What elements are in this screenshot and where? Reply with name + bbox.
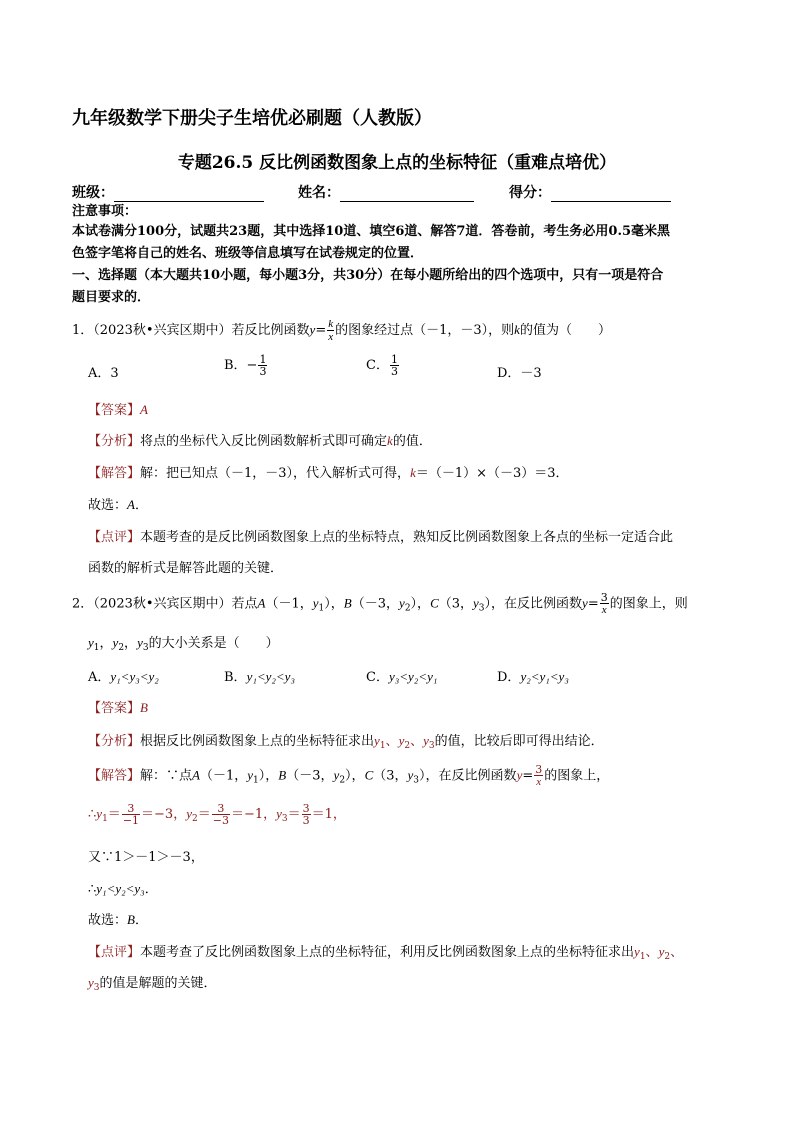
q1-comment-line1: 本题考查的是反比例函数图象上点的坐标特点，熟知反比例函数图象上各点的坐标一定适合此 [140,530,674,545]
q1-choose-value: A [127,497,135,512]
q1-comment-tag: 【点评】 [88,530,141,545]
q1-var-y: y [309,322,316,337]
q2-analysis-tag: 【分析】 [88,734,141,749]
name-label: 姓名： [298,185,340,201]
q2-comment-line2: $y_3$的值是解题的关键． [88,975,217,993]
q2-option-a-label: A． [88,670,111,685]
notes-heading: 注意事项： [72,204,138,219]
notes-line2: 色签字笔将自己的姓名、班级等信息填写在试卷规定的位置． [72,246,424,261]
topic-title: 专题26.5 反比例函数图象上点的坐标特征（重难点培优） [177,153,617,173]
score-field [509,182,671,202]
q2-answer [88,697,148,716]
q1-option-b-label: B．− [224,358,258,373]
q1-solution-text: 解：把已知点（－1，－3），代入解析式可得， [140,466,411,481]
q1-solution-tag: 【解答】 [88,466,141,481]
q1-analysis-text: 将点的坐标代入反比例函数解析式即可确定 [140,434,388,449]
q2-point-a: A [257,595,266,611]
q2-analysis-text2: 的值，比较后即可得出结论． [434,734,604,749]
q2-calc: $\therefore y_1=$ $\frac{3}{-1}$ ＝−3，$y_2=$ $\frac{3}{-3}$ ＝−1，$y_3=$ $\frac{3}{3}$ ＝1， [88,802,346,827]
q2-comment-tag: 【点评】 [88,945,141,960]
q1-option-c [366,354,400,377]
q2-conclude-value: y₁<y₂<y₃ [96,881,145,896]
q2-func-y: y [582,595,588,611]
q1-option-d: D．－3 [497,366,542,381]
q2-option-d-value: y₂<y₁<y₃ [520,669,569,684]
q1-analysis [88,430,432,449]
q2-point-c-coord: （3， [438,596,474,612]
q2-calc-den2: −3 [212,814,229,827]
q1-solution-k: k [410,465,416,480]
q1-option-b-den: 3 [259,365,267,378]
q1-comment-line2: 函数的解析式是解答此题的关键． [88,561,284,576]
q1-choose-text: 故选： [88,498,128,513]
q1-answer [88,399,148,418]
q1-analysis-tag: 【分析】 [88,434,141,449]
notes-line1: 本试卷满分100分，试题共23题，其中选择10道、填空6道、解答7道．答卷前，考生务必用0.5毫米黑 [72,224,671,239]
q1-frac-num: k [328,318,334,330]
name-blank [340,187,474,202]
q2-option-b-label: B． [224,670,247,685]
q2-answer-value: B [140,700,148,715]
section1-line1: 一、选择题（本大题共10小题，每小题3分，共30分）在每小题所给出的四个选项中，只有一项是符合 [72,268,664,283]
q2-point-a-coord: （－1， [265,596,313,612]
q2-option-b [224,666,295,685]
q2-therefore: ∴ [88,807,97,822]
q2-conclude-sym: ∴ [88,882,97,897]
q2-option-d [497,666,569,685]
q2-stem-text3: 的图象上，则 [609,596,688,612]
q2-sub-2: 2 [404,603,411,614]
q2-sub-1: 1 [318,603,325,614]
q1-analysis-text2: 的值． [392,434,432,449]
q2-stem-line2-text: 的大小关系是（ ） [148,636,279,651]
q2-option-c-label: C． [366,670,389,685]
q2-point-c: C [430,595,439,611]
q2-option-c-value: y₃<y₂<y₁ [388,669,438,684]
q2-calc-eq2: ＝−1， [230,807,277,822]
q2-var-y3: y [473,595,479,611]
q2-choose-text: 故选： [88,913,128,928]
q2-stem-line2: $y_1$，$y_2$，$y_3$的大小关系是（ ） [88,635,279,653]
q2-point-b: B [343,595,352,611]
q1-stem-text: 1．（2023秋•兴宾区期中）若反比例函数 [72,323,310,338]
q2-stem-text: 2．（2023秋•兴宾区期中）若点 [72,596,258,612]
q2-choose [88,909,148,928]
q1-stem-text2: 的图象经过点（－1，－3），则 [335,323,515,338]
q1-answer-tag: 【答案】 [88,403,141,418]
score-blank [551,187,671,202]
q2-comment-line1: 本题考查了反比例函数图象上点的坐标特征，利用反比例函数图象上点的坐标特征求出 [140,945,635,960]
score-label: 得分： [509,185,551,201]
q2-calc-den1: −1 [122,814,140,827]
q1-var-k: k [514,322,520,337]
q2-option-b-value: y₁<y₂<y₃ [246,669,295,684]
q2-solution-text: 解：∵点 [140,768,193,784]
name-field [298,182,474,202]
q2-option-d-label: D． [497,670,521,685]
q1-solution-text2: ＝（－1）×（－3）＝3． [415,466,569,481]
q2-solution-tag: 【解答】 [88,768,141,784]
q1-answer-value: A [140,402,148,417]
q2-func-frac [600,592,609,616]
q2-func-den: x [601,604,607,616]
q2-point-a-end: ）， [324,596,344,612]
q1-fraction [327,318,334,343]
q2-func-num: 3 [600,591,608,604]
section1-line2: 题目要求的． [72,290,151,305]
q2-choose-end: ． [134,913,148,928]
q1-option-c-den: 3 [390,365,398,378]
q2-analysis-text: 根据反比例函数图象上点的坐标特征求出 [140,734,375,749]
q1-choose [88,494,148,513]
q2-option-c [366,666,437,685]
q2-var-y1: y [312,595,319,611]
q2-calc-eq1: ＝−3， [141,807,187,822]
q1-stem-text3: 的值为（ ） [519,323,611,338]
q2-comment: 【点评】本题考查了反比例函数图象上点的坐标特征，利用反比例函数图象上点的坐标特征求出$y_1$、$y_2$、 [88,944,684,962]
class-blank [114,187,264,202]
q2-analysis: 【分析】根据反比例函数图象上点的坐标特征求出$y_1$、$y_2$、$y_3$的值，比较后即可得出结论． [88,733,604,751]
q2-calc-num1: 3 [127,802,135,815]
q1-option-a: A．3 [88,366,119,381]
q2-stem-text2: ），在反比例函数 [484,596,583,612]
q2-option-a-value: y₁<y₃<y₂ [110,669,159,684]
q1-analysis-k: k [387,433,393,448]
q1-option-c-num: 1 [390,353,398,366]
q2-choose-value: B [127,912,135,927]
q1-solution [88,462,569,481]
q1-comment [88,526,673,545]
q1-option-b-num: 1 [259,353,267,366]
q1-stem: 1．（2023秋•兴宾区期中）若反比例函数y= $\frac{k}{x}$ 的图象经过点（－1，－3），则k的值为（ ） [72,318,611,343]
class-label: 班级： [72,185,114,201]
class-field [72,182,264,202]
q2-solution-frac: $\frac{3}{x}$ [535,763,543,788]
q1-choose-end: ． [134,498,148,513]
q1-option-b-frac [258,354,267,377]
q1-frac-den: x [328,331,334,343]
q2-option-a [88,666,159,685]
q2-calc-eq3: ＝1， [311,807,346,822]
q2-conclude [88,878,158,897]
q2-also: 又∵1＞－1＞－3， [88,850,204,865]
q2-sub-3: 3 [478,603,485,614]
q2-stem: 2．（2023秋•兴宾区期中）若点A（－1，$y_1$），B（－3，$y_2$），C（3，$y_3$），在反比例函数y= $\frac{3}{x}$ 的图象上，则 [72,591,688,616]
q2-solution-text2: 在反比例函数 [438,768,517,784]
q2-comment-line2-text: 的值是解题的关键． [99,976,217,991]
q1-option-c-label: C． [366,358,389,373]
q1-option-c-frac [390,354,399,377]
q1-option-b [224,354,268,377]
q2-point-b-coord: （－3， [351,596,400,612]
q2-point-b-end: ）， [410,596,431,612]
q2-conclude-end: ． [144,882,158,897]
q2-solution: 【解答】解：∵点A（－1，$y_1$），B（－3，$y_2$），C（3，$y_3$），在反比例函数y= $\frac{3}{x}$ 的图象上， [88,763,610,788]
series-title: 九年级数学下册尖子生培优必刷题（人教版） [72,108,432,129]
q2-answer-tag: 【答案】 [88,701,141,716]
q2-var-y2: y [399,595,405,611]
q2-solution-text3: 的图象上， [544,768,610,784]
